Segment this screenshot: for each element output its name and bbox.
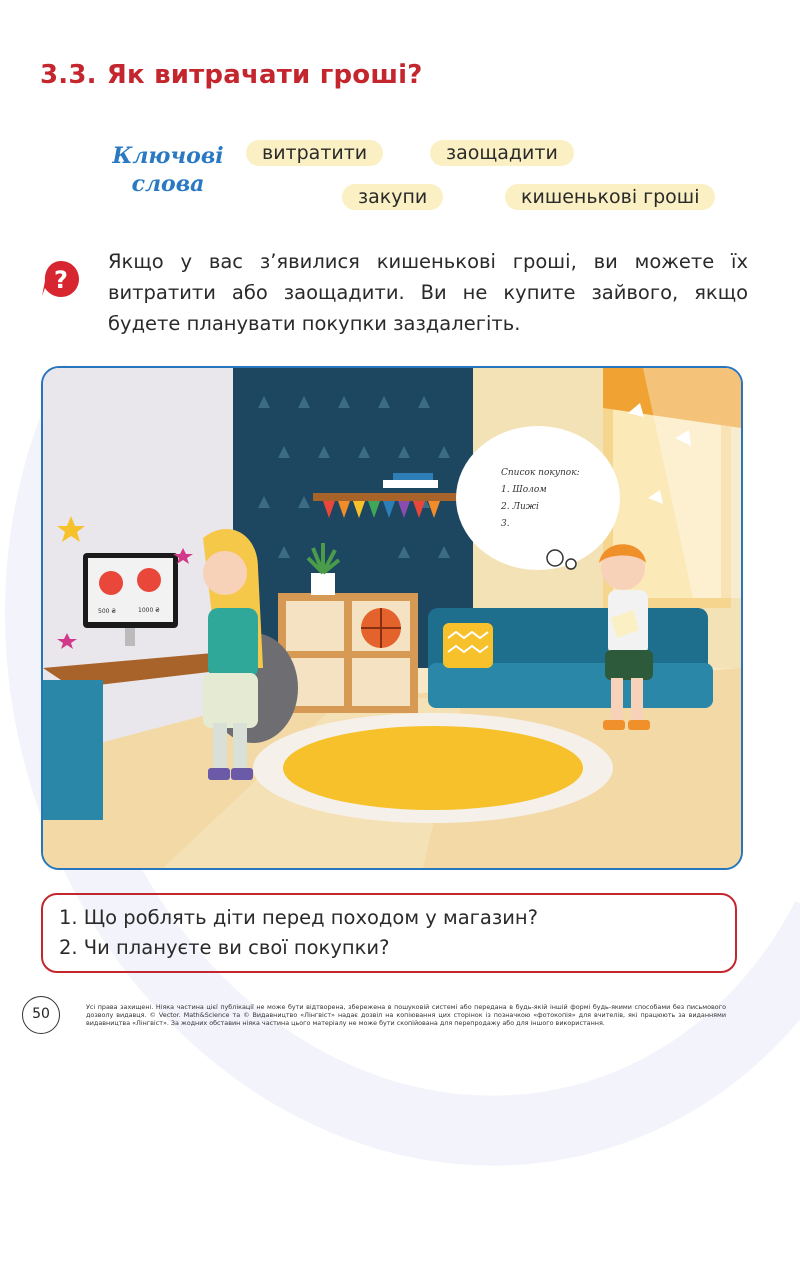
intro-paragraph: Якщо у вас з’явилися кишенькові гроші, ви можете їх витратити або заощадити. Ви не купите зайвого, якщо будете планувати покупки заздалегіть.	[108, 250, 748, 335]
keyword-chip: витратити	[246, 140, 383, 166]
shopping-list-item: 2. Лижі	[501, 502, 539, 512]
shopping-list-item: 3.	[501, 519, 510, 529]
keywords-label-line1: Ключові	[112, 143, 224, 169]
shopping-list-item: 1. Шолом	[501, 485, 547, 495]
price-left: 500 ₴	[98, 608, 117, 615]
shopping-list-title: Список покупок:	[501, 468, 580, 478]
keyword-chip: кишенькові гроші	[505, 184, 715, 210]
keyword-chip: закупи	[342, 184, 443, 210]
section-number: 3.3.	[40, 60, 97, 90]
section-title: Як витрачати гроші?	[106, 60, 423, 90]
question-bubble-icon	[40, 258, 82, 300]
question-item: 2. Чи плануєте ви свої покупки?	[59, 936, 390, 959]
page-number: 50	[22, 996, 60, 1034]
svg-text:?: ?	[54, 266, 68, 294]
section-heading	[40, 60, 423, 90]
discussion-questions-box	[41, 893, 737, 973]
copyright-notice: Усі права захищені. Ніяка частина цієї публікації не може бути відтворена, збережена в пошуковій системі або передана в будь-якій іншій формі будь-якими способами без письмового дозволу видавця. © Vector. Math&Science та © Видавництво «Лінгвіст» надає дозвіл на копіювання цих сторінок із позначкою «фотокопія» для вчителів, які працюють за виданнями видавництва «Лінгвіст». За жодних обставин ніяка частина цього матеріалу не може бути скопійована для перепродажу або для іншого використання.	[86, 1003, 726, 1028]
keywords-label	[108, 142, 228, 198]
question-item: 1. Що роблять діти перед походом у магазин?	[59, 906, 538, 929]
keyword-chip: заощадити	[430, 140, 574, 166]
room-illustration	[43, 368, 741, 868]
illustration-frame	[41, 366, 743, 870]
price-right: 1000 ₴	[138, 607, 160, 614]
keywords-label-line2: слова	[131, 171, 205, 197]
